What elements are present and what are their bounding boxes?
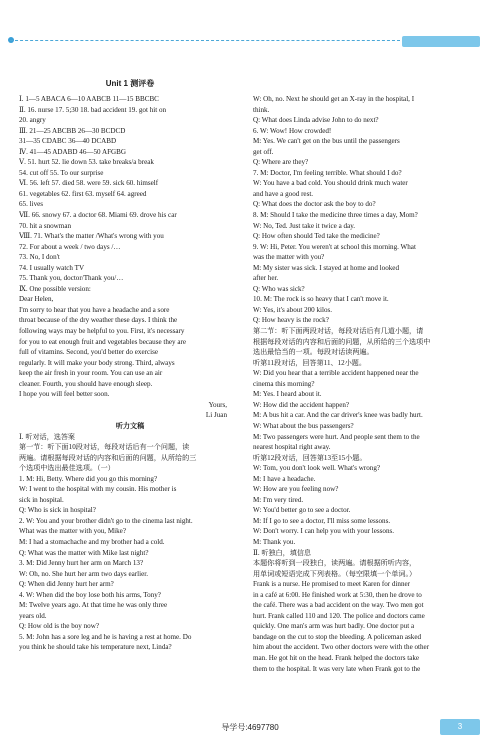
left-line: Ⅲ. 21—25 ABCBB 26—30 BCDCD [19,126,126,135]
right-line: think. [253,105,270,114]
left-line: Li Juan [205,411,227,420]
left-line: Ⅰ. 听对话，选答案 [19,432,76,441]
left-line: sick in hospital. [19,495,64,504]
left-line: Ⅷ. 71. What's the matter /What's wrong with you [19,232,164,241]
right-line: W: Don't worry. I can help you with your lessons. [253,527,395,536]
right-line: and have a good rest. [253,189,314,198]
right-line: 选出最恰当的一项。每段对话读两遍。 [253,348,374,357]
left-line: Ⅶ. 66. snowy 67. a doctor 68. Miami 69. drove his car [19,211,177,220]
left-line: 1. M: Hi, Betty. Where did you go this morning? [19,474,158,483]
right-line: 第二节：听下面两段对话，每段对话后有几道小题，请 [253,327,424,336]
right-line: 10. M: The rock is so heavy that I can't move it. [253,295,389,304]
right-line: 听第11段对话，回答第11、12小题。 [253,358,366,367]
right-line: them to the hospital. It was very late when Frank got to the [253,664,421,673]
left-line: 个选项中选出最佳选项。（一） [19,464,115,473]
left-line: Ⅰ. 1—5 ABACA 6—10 AABCB 11—15 BBCBC [19,95,159,103]
left-line: 3. M: Did Jenny hurt her arm on March 13? [19,559,144,568]
left-line: 5. M: John has a sore leg and he is having a rest at home. Do [19,632,192,641]
left-line: M: I had a stomachache and my brother had a cold. [19,537,165,546]
left-line: 61. vegetables 62. first 63. myself 64. agreed [19,189,147,198]
right-line: Q: How often should Ted take the medicine? [253,232,380,241]
left-line: W: I went to the hospital with my cousin. His mother is [19,485,177,494]
right-line: Q: Where are they? [253,158,309,167]
right-line: after her. [253,274,279,283]
right-line: M: I have a headache. [253,474,316,483]
left-line: Q: Who is sick in hospital? [19,506,96,515]
left-line: Q: How old is the boy now? [19,622,99,631]
right-line: man. He got hit on the head. Frank helped the doctors take [253,653,420,662]
left-line: Q: When did Jenny hurt her arm? [19,580,114,589]
left-line: you think he should take his temperature next, Linda? [19,643,172,652]
left-line: Yours, [208,400,227,409]
left-line: 2. W: You and your brother didn't go to the cinema last night. [19,516,193,525]
left-line: for you to eat enough fruit and vegetables because they are [19,337,187,346]
left-line: Ⅳ. 41—45 ADABD 46—50 AFGBG [19,147,127,156]
left-line: Ⅱ. 16. nurse 17. 5;30 18. bad accident 19. got hit on [19,105,167,114]
right-line: M: Thank you. [253,537,296,546]
right-line: cinema this morning? [253,379,315,388]
right-line: nearest hospital right away. [253,443,331,452]
right-line: quickly. One man's arm was hurt badly. One doctor put a [253,622,415,631]
header-rule [10,40,400,41]
left-line: 70. hit a snowman [19,221,72,230]
left-line: full of vitamins. Second, you'd better do exercise [19,348,158,357]
left-line: Ⅴ. 51. hurt 52. lie down 53. take breaks/a break [19,158,154,167]
right-line: Q: What does Linda advise John to do next? [253,116,379,125]
left-line: I hope you will feel better soon. [19,390,110,399]
right-line: was the matter with you? [253,253,325,262]
right-line: W: No, Ted. Just take it twice a day. [253,221,356,230]
left-line: keep the air fresh in your room. You can use an air [19,369,163,378]
left-column [19,94,241,653]
header-tab [402,36,480,47]
right-line: W: Did you hear that a terrible accident happened near the [253,369,419,378]
left-line: What was the matter with you, Mike? [19,527,126,536]
left-line: 20. angry [19,116,46,125]
right-line: W: You have a bad cold. You should drink much water [253,179,408,188]
right-line: Q: What does the doctor ask the boy to do? [253,200,376,209]
left-line: regularly. It will make your body strong. Third, always [19,358,175,367]
left-line: M: Twelve years ago. At that time he was only three [19,601,168,610]
right-line: 根据每段对话的内容和后面的问题，从所给的三个选项中 [253,337,431,346]
right-line: W: Yes, it's about 200 kilos. [253,305,333,314]
right-line: Frank is a nurse. He promised to meet Karen for dinner [253,580,411,589]
right-line: him about the accident. Two other doctors were with the other [253,643,430,652]
left-line: Dear Helen, [19,295,54,304]
right-line: 9. W: Hi, Peter. You weren't at school this morning. What [253,242,416,251]
right-line: W: What about the bus passengers? [253,421,354,430]
left-line: Ⅵ. 56. left 57. died 58. were 59. sick 60. himself [19,179,159,188]
right-line: M: Two passengers were hurt. And people sent them to the [253,432,420,441]
right-line: M: Yes. We can't get on the bus until the passengers [253,137,400,146]
right-line: hurt. Frank called 110 and 120. The police and doctors came [253,611,425,620]
right-line: 听第12段对话，回答第13至15小题。 [253,453,367,462]
right-line: bandage on the cut to stop the bleeding. A policeman asked [253,632,422,641]
right-line: Q: How heavy is the rock? [253,316,329,325]
left-line: 31—35 CDABC 36—40 DCABD [19,137,117,146]
right-line: get off. [253,147,274,156]
left-line: Ⅸ. One possible version: [19,284,91,293]
right-line: M: My sister was sick. I stayed at home and looked [253,263,399,272]
left-line: 73. No, I don't [19,253,60,262]
right-line: M: I'm very tired. [253,495,304,504]
left-line: 4. W: When did the boy lose both his arms, Tony? [19,590,161,599]
right-line: M: A bus hit a car. And the car driver's knee was badly hurt. [253,411,423,420]
right-line: M: If I go to see a doctor, I'll miss some lessons. [253,516,391,525]
right-line: 用单词或短语完成下列表格。（每空限填一个单词。） [253,569,417,578]
unit-title: Unit 1 测评卷 [105,79,155,88]
right-line: 7. M: Doctor, I'm feeling terrible. What should I do? [253,168,402,177]
right-column [253,94,481,674]
right-line: in a café at 6:00. He finished work at 5:30, then he drove to [253,590,422,599]
left-line: 两遍。请根据每段对话的内容和后面的问题，从所给的三 [19,453,197,462]
left-line: 54. cut off 55. To our surprise [19,168,104,177]
right-line: W: Tom, you don't look well. What's wrong? [253,464,381,473]
right-line: W: How did the accident happen? [253,400,350,409]
right-line: Q: Who was sick? [253,284,305,293]
left-line: cleaner. Fourth, you should have enough sleep. [19,379,153,388]
left-line: 75. Thank you, doctor/Thank you/… [19,274,124,283]
left-line: 听力文稿 [115,421,145,430]
right-line: W: You'd better go to see a doctor. [253,506,351,515]
right-line: W: How are you feeling now? [253,485,339,494]
left-line: 72. For about a week / two days /… [19,242,121,251]
right-line: W: Oh, no. Next he should get an X-ray in the hospital, I [253,95,415,103]
left-line: 65. lives [19,200,44,209]
left-line: Q: What was the matter with Mike last night? [19,548,149,557]
right-line: M: Yes. I heard about it. [253,390,322,399]
left-line: throat because of the dry weather these days. I think the [19,316,178,325]
left-line: following ways may be helpful to you. First, it's necessary [19,327,185,336]
right-line: Ⅱ. 听独白，填信息 [253,548,312,557]
page-number: 3 [440,719,480,735]
right-line: the café. There was a bad accident on the way. Two men got [253,601,424,610]
left-line: 74. I usually watch TV [19,263,85,272]
left-line: 第一节：听下面10段对话，每段对话后有一个问题，读 [19,443,190,452]
left-line: I'm sorry to hear that you have a headache and a sore [19,305,170,314]
right-line: 6. W: Wow! How crowded! [253,126,332,135]
right-line: 8. M: Should I take the medicine three times a day, Mom? [253,211,418,220]
footer-code: 导学号:4697780 [221,723,279,732]
left-line: years old. [19,611,47,620]
right-line: 本题你将听到一段独白，读两遍。请根据所听内容， [253,559,417,568]
left-line: W: Oh, no. She hurt her arm two days earlier. [19,569,148,578]
